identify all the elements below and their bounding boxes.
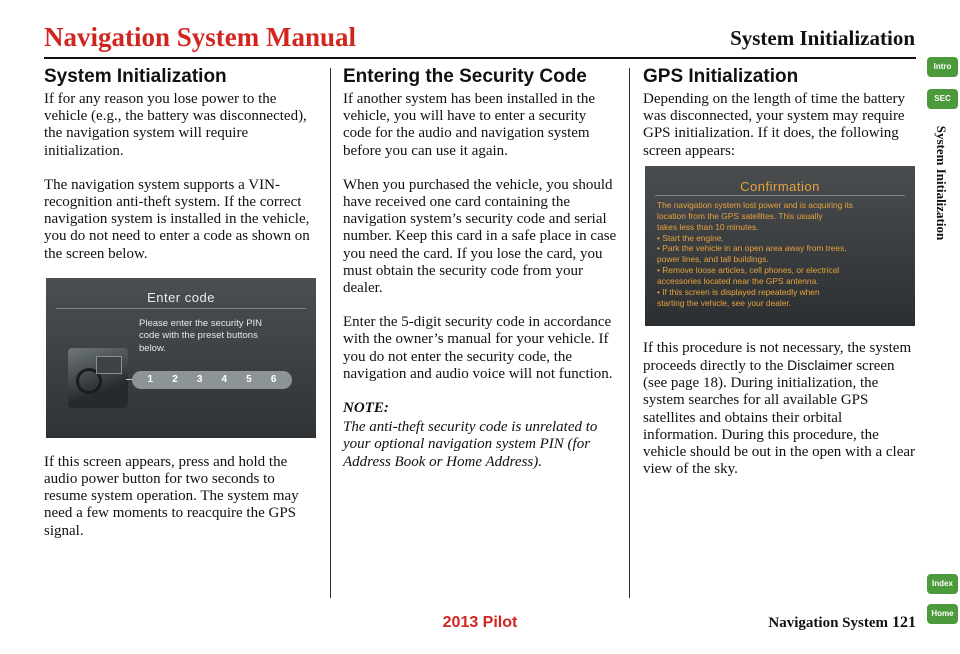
audio-panel-icon [96,356,122,374]
tab-intro[interactable]: Intro [927,57,958,77]
paragraph: When you purchased the vehicle, you should have received one card containing the navigation system’s security code and serial number. Keep this card in a safe place in case you need the card. If you lose the card, you must obtain the security code from your dealer. [343,176,617,297]
tab-index[interactable]: Index [927,574,958,594]
section-title: System Initialization [730,26,915,50]
dashboard-illustration-icon [68,348,128,408]
vertical-section-label [930,108,952,258]
column-divider-2 [629,68,630,598]
paragraph: If this screen appears, press and hold the audio power button for two seconds to resume system operation. The system may need a few moments to reacquire the GPS signal. [44,453,299,539]
confirmation-line: takes less than 10 minutes. [657,221,759,232]
paragraph: The navigation system supports a VIN-recognition anti-theft system. If the correct navigation system is installed in the vehicle, you do not need to enter a code as shown on the screen below. [44,176,310,262]
model-watermark: 2013 Pilot [442,614,518,631]
screen-divider [655,195,905,196]
paragraph: Enter the 5-digit security code in accordance with the owner’s manual for your vehicle. If you do not enter the security code, the navigation and audio voice will not function. [343,314,613,382]
enter-code-message: Please enter the security PIN code with the preset buttons below. [139,317,263,354]
preset-button-2: 2 [172,374,178,386]
text-run: screen (see page 18). During initialization, the system searches for all available GPS satellites and obtains their orbital information. During this procedure, the vehicle should be out in the open with a clear view of the sky. [643,358,915,478]
footer-label: Navigation System [768,615,888,631]
column-security-code [343,66,618,471]
column-divider-1 [330,68,331,598]
confirmation-line: accessories located near the GPS antenna. [657,276,819,287]
paragraph: If for any reason you lose power to the vehicle (e.g., the battery was disconnected), the navigation system will require initialization. [44,91,307,159]
preset-button-5: 5 [246,374,252,386]
confirmation-message [657,200,907,309]
preset-buttons-row [132,371,292,389]
screen-divider [56,308,306,309]
tab-sec[interactable]: SEC [927,89,958,109]
paragraph: Depending on the length of time the battery was disconnected, your system may require GPS initialization. If it does, the following screen appears: [643,91,906,159]
confirmation-line: power lines, and tall buildings. [657,254,769,265]
preset-button-6: 6 [270,374,277,386]
header-rule [44,57,916,59]
manual-title: Navigation System Manual [44,22,357,52]
confirmation-screen-title: Confirmation [740,178,820,194]
note-label: NOTE: [343,400,389,417]
enter-code-screen-image [46,278,316,438]
note-text: The anti-theft security code is unrelated to your optional navigation system PIN (for Address Book or Home Address). [343,419,598,470]
paragraph-disclaimer [643,340,918,479]
disclaimer-term: Disclaimer [787,357,853,374]
column-gps-initialization [643,66,918,478]
heading-gps-initialization: GPS Initialization [643,66,799,87]
enter-code-screen-title: Enter code [147,289,215,305]
preset-button-3: 3 [196,374,203,386]
page-number: 121 [892,614,916,631]
confirmation-line: • Remove loose articles, cell phones, or electrical [657,265,840,276]
confirmation-line: The navigation system lost power and is acquiring its [657,199,853,210]
preset-button-4: 4 [221,374,228,386]
confirmation-line: • Start the engine. [657,232,724,243]
confirmation-line: starting the vehicle, see your dealer. [657,297,792,308]
heading-entering-security-code: Entering the Security Code [343,66,587,87]
preset-button-1: 1 [147,374,154,386]
column-system-initialization [44,66,319,540]
confirmation-line: location from the GPS satellites. This usually [657,210,823,221]
heading-system-initialization: System Initialization [44,66,227,87]
confirmation-line: • If this screen is displayed repeatedly when [657,287,820,298]
tab-home[interactable]: Home [927,604,958,624]
text-run: If this procedure is not necessary, the system proceeds directly to the [643,339,912,375]
confirmation-line: • Park the vehicle in an open area away from trees, [657,243,847,254]
confirmation-screen-image [645,166,915,326]
paragraph: If another system has been installed in the vehicle, you will have to enter a security code for the audio and navigation system before you can use it again. [343,91,596,159]
vertical-section-label-text: System Initialization [934,125,949,241]
